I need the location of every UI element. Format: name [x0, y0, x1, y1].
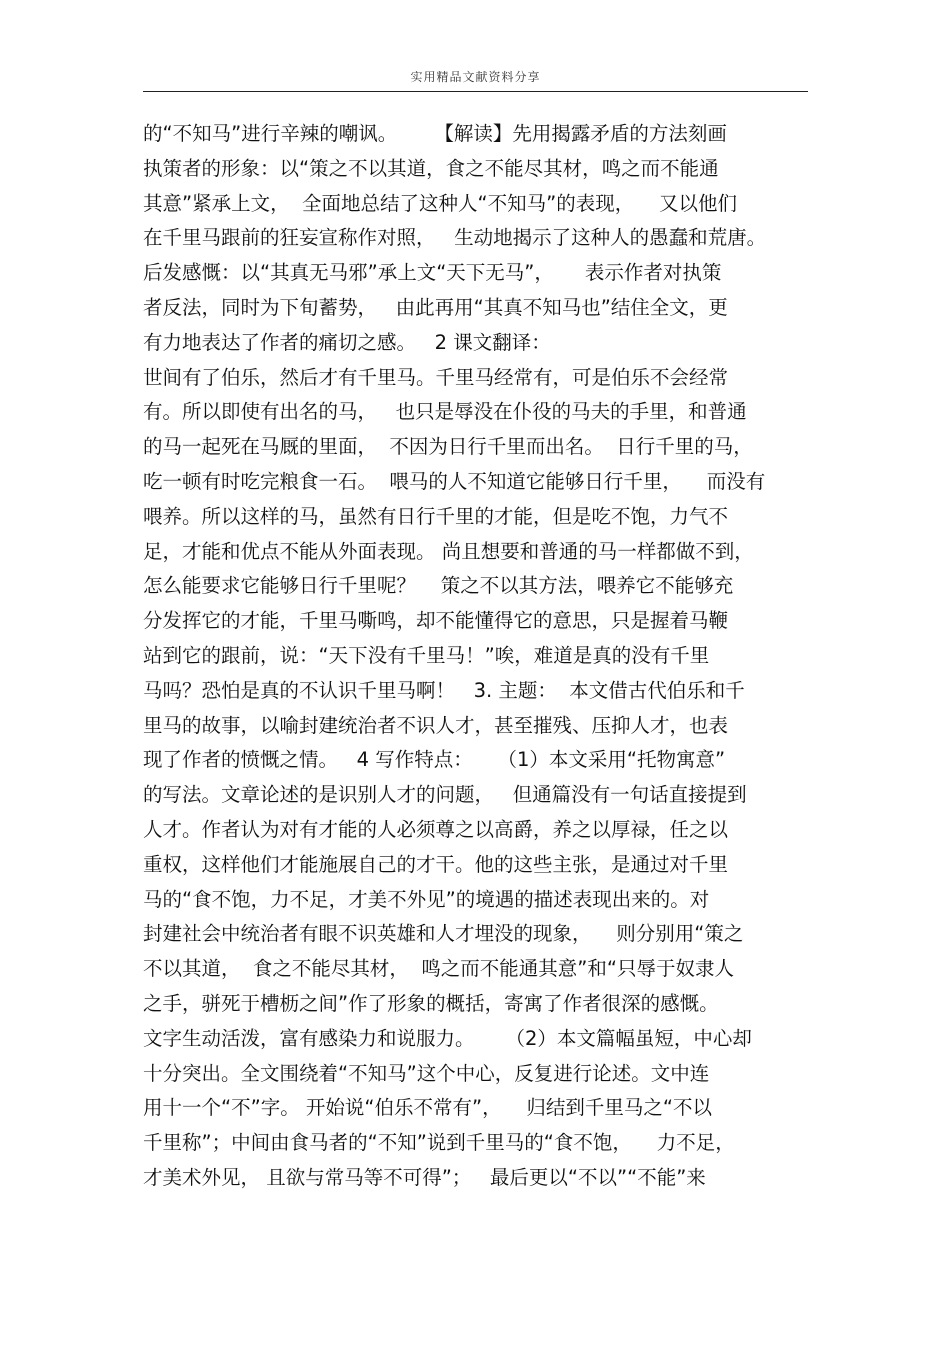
- text-line: 千里称”；中间由食马者的“不知”说到千里马的“食不饱， 力不足，: [143, 1131, 735, 1155]
- text-line: 文字生动活泼，富有感染力和说服力。 （2）本文篇幅虽短，中心却: [143, 1026, 752, 1050]
- page-header: 实用精品文献资料分享: [410, 70, 541, 84]
- text-line: 的“不知马”进行辛辣的嘲讽。 【解读】先用揭露矛盾的方法刻画: [143, 122, 727, 145]
- text-line: 里马的故事，以喻封建统治者不识人才，甚至摧残、压抑人才，也表: [143, 713, 729, 737]
- text-line: 十分突出。全文围绕着“不知马”这个中心，反复进行论述。文中连: [143, 1061, 710, 1085]
- text-line: 世间有了伯乐，然后才有千里马。千里马经常有，可是伯乐不会经常: [143, 365, 729, 389]
- text-line: 的马一起死在马厩的里面， 不因为日行千里而出名。 日行千里的马，: [143, 435, 753, 459]
- text-line: 其意”紧承上文， 全面地总结了这种人“不知马”的表现， 又以他们: [143, 191, 737, 215]
- text-line: 用十一个“不”字。 开始说“伯乐不常有”， 归结到千里马之“不以: [143, 1096, 713, 1120]
- text-line: 的写法。文章论述的是识别人才的问题， 但通篇没有一句话直接提到: [143, 783, 747, 807]
- text-line: 现了作者的愤慨之情。 4 写作特点： （1）本文采用“托物寓意”: [143, 748, 726, 772]
- header-divider: [143, 91, 808, 92]
- document-body: [143, 117, 823, 1196]
- text-line: 吃一顿有时吃完粮食一石。 喂马的人不知道它能够日行千里， 而没有: [143, 469, 766, 493]
- text-line: 有力地表达了作者的痛切之感。 2 课文翻译：: [143, 330, 551, 354]
- text-line: 才美术外见， 且欲与常马等不可得”； 最后更以“不以”“不能”来: [143, 1165, 706, 1189]
- text-line: 马的“食不饱，力不足，才美不外见”的境遇的描述表现出来的。对: [143, 887, 710, 911]
- text-line: 怎么能要求它能够日行千里呢？ 策之不以其方法，喂养它不能够充: [143, 574, 734, 598]
- text-line: 站到它的跟前，说：“天下没有千里马！”唉，难道是真的没有千里: [143, 643, 710, 667]
- text-line: 喂养。所以这样的马，虽然有日行千里的才能，但是吃不饱，力气不: [143, 504, 729, 528]
- text-line: 有。所以即使有出名的马， 也只是辱没在仆役的马夫的手里，和普通: [143, 400, 747, 424]
- text-line: 分发挥它的才能，千里马嘶鸣，却不能懂得它的意思，只是握着马鞭: [143, 609, 729, 633]
- text-line: 马吗？恐怕是真的不认识千里马啊！ 3. 主题： 本文借古代伯乐和千: [143, 678, 745, 702]
- text-line: 在千里马跟前的狂妄宣称作对照， 生动地揭示了这种人的愚蠢和荒唐。: [143, 226, 767, 250]
- text-line: 之手，骈死于槽枥之间”作了形象的概括，寄寓了作者很深的感慨。: [143, 991, 719, 1015]
- text-line: 执策者的形象：以“策之不以其道，食之不能尽其材，鸣之而不能通: [143, 156, 719, 180]
- text-line: 封建社会中统治者有眼不识英雄和人才埋没的现象， 则分别用“策之: [143, 922, 744, 946]
- text-line: 者反法，同时为下旬蓄势， 由此再用“其真不知马也”结住全文，更: [143, 295, 728, 319]
- text-line: 不以其道， 食之不能尽其材， 鸣之而不能通其意”和“只辱于奴隶人: [143, 957, 734, 981]
- text-line: 重权，这样他们才能施展自己的才干。他的这些主张，是通过对千里: [143, 852, 729, 876]
- text-line: 人才。作者认为对有才能的人必须尊之以高爵，养之以厚禄，任之以: [143, 817, 729, 841]
- text-line: 后发感慨：以“其真无马邪”承上文“天下无马”， 表示作者对执策: [143, 261, 722, 285]
- text-line: 足，才能和优点不能从外面表现。 尚且想要和普通的马一样都做不到，: [143, 539, 754, 563]
